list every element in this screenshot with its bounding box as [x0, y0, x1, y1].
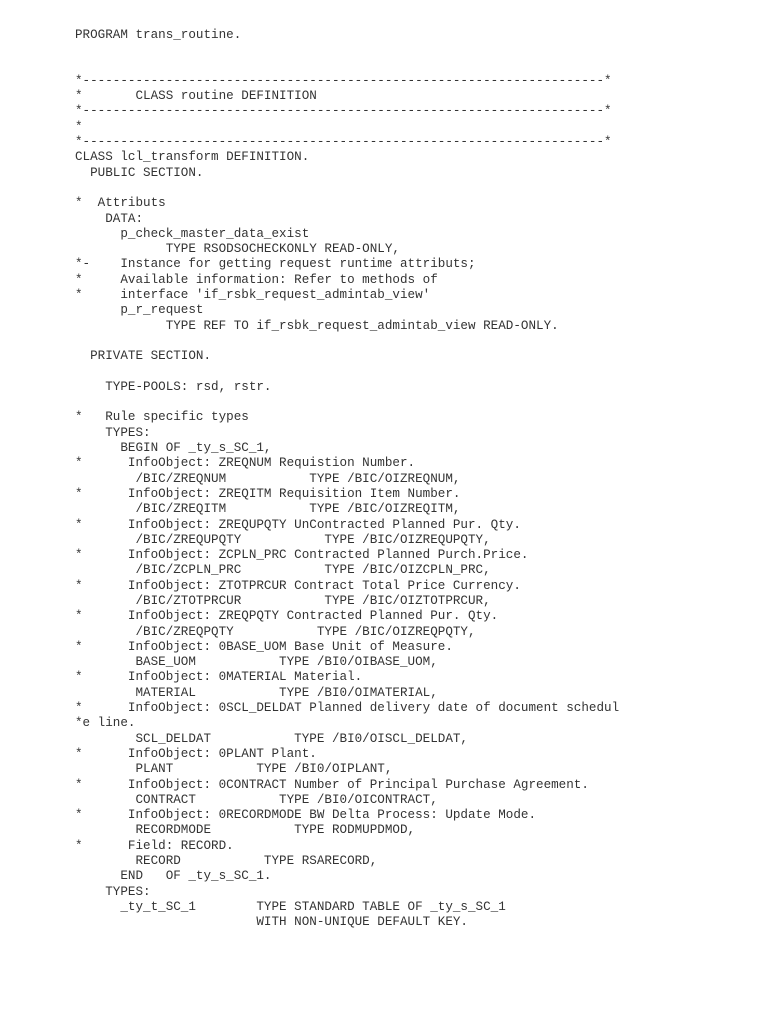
code-line: PRIVATE SECTION. — [75, 349, 212, 364]
code-line: /BIC/ZTOTPRCUR TYPE /BIC/OIZTOTPRCUR, — [75, 593, 491, 608]
code-line: /BIC/ZREQNUM TYPE /BIC/OIZREQNUM, — [75, 471, 461, 486]
code-line: * InfoObject: ZREQNUM Requistion Number. — [75, 456, 416, 471]
code-line: *e line. — [75, 716, 136, 731]
code-line — [75, 395, 755, 410]
code-line: SCL_DELDAT TYPE /BI0/OISCL_DELDAT, — [75, 731, 468, 746]
code-line: /BIC/ZREQUPQTY TYPE /BIC/OIZREQUPQTY, — [75, 532, 491, 547]
code-line: /BIC/ZREQITM TYPE /BIC/OIZREQITM, — [75, 502, 461, 517]
code-line: * InfoObject: ZREQPQTY Contracted Planned Pur. Qty. — [75, 609, 499, 624]
code-line: * InfoObject: 0RECORDMODE BW Delta Process: Update Mode. — [75, 808, 537, 823]
code-line: p_r_request — [75, 303, 204, 318]
code-line: * InfoObject: 0CONTRACT Number of Principal Purchase Agreement. — [75, 777, 589, 792]
code-line: * InfoObject: 0SCL_DELDAT Planned delivery date of document schedul — [75, 701, 620, 716]
code-line: * InfoObject: 0PLANT Plant. — [75, 746, 317, 761]
code-line: WITH NON-UNIQUE DEFAULT KEY. — [75, 915, 468, 930]
code-line: * CLASS routine DEFINITION — [75, 89, 317, 104]
code-line: /BIC/ZCPLN_PRC TYPE /BIC/OIZCPLN_PRC, — [75, 563, 491, 578]
code-line: MATERIAL TYPE /BI0/OIMATERIAL, — [75, 685, 438, 700]
code-line — [75, 365, 755, 380]
code-line: * InfoObject: ZREQITM Requisition Item Number. — [75, 486, 461, 501]
code-line: RECORD TYPE RSARECORD, — [75, 854, 378, 869]
code-line: p_check_master_data_exist — [75, 226, 310, 241]
code-line: END OF _ty_s_SC_1. — [75, 869, 272, 884]
code-line: DATA: — [75, 211, 144, 226]
code-line: * InfoObject: ZREQUPQTY UnContracted Planned Pur. Qty. — [75, 517, 521, 532]
code-line: * Rule specific types — [75, 410, 249, 425]
code-line: * InfoObject: 0BASE_UOM Base Unit of Measure. — [75, 639, 453, 654]
code-line — [75, 59, 755, 74]
code-line — [75, 43, 755, 58]
code-line: TYPES: — [75, 884, 151, 899]
code-line: PROGRAM trans_routine. — [75, 28, 242, 42]
code-listing — [75, 28, 755, 931]
code-line: * Attributs — [75, 196, 166, 211]
code-line: RECORDMODE TYPE RODMUPDMOD, — [75, 823, 416, 838]
code-line: TYPE REF TO if_rsbk_request_admintab_view READ-ONLY. — [75, 318, 559, 333]
code-line: *---------------------------------------------------------------------* — [75, 135, 612, 150]
code-line: * Available information: Refer to methods of — [75, 272, 438, 287]
code-line: *- Instance for getting request runtime attributs; — [75, 257, 476, 272]
code-line: CONTRACT TYPE /BI0/OICONTRACT, — [75, 792, 438, 807]
code-line: *---------------------------------------------------------------------* — [75, 104, 612, 119]
code-line — [75, 181, 755, 196]
code-line: TYPES: — [75, 425, 151, 440]
code-line — [75, 334, 755, 349]
code-line: TYPE-POOLS: rsd, rstr. — [75, 379, 272, 394]
code-line: * InfoObject: 0MATERIAL Material. — [75, 670, 363, 685]
code-line: *---------------------------------------------------------------------* — [75, 73, 612, 88]
code-line: BEGIN OF _ty_s_SC_1, — [75, 441, 272, 456]
code-line: _ty_t_SC_1 TYPE STANDARD TABLE OF _ty_s_SC_1 — [75, 899, 506, 914]
code-line: * InfoObject: ZTOTPRCUR Contract Total Price Currency. — [75, 578, 521, 593]
code-line: TYPE RSODSOCHECKONLY READ-ONLY, — [75, 242, 400, 257]
code-line: PUBLIC SECTION. — [75, 165, 204, 180]
code-line: * InfoObject: ZCPLN_PRC Contracted Planned Purch.Price. — [75, 548, 529, 563]
code-line: CLASS lcl_transform DEFINITION. — [75, 150, 310, 165]
code-line: PLANT TYPE /BI0/OIPLANT, — [75, 762, 393, 777]
code-line: * — [75, 119, 83, 134]
code-line: * Field: RECORD. — [75, 838, 234, 853]
code-line: BASE_UOM TYPE /BI0/OIBASE_UOM, — [75, 655, 438, 670]
code-line: /BIC/ZREQPQTY TYPE /BIC/OIZREQPQTY, — [75, 624, 476, 639]
code-line: * interface 'if_rsbk_request_admintab_view' — [75, 288, 431, 303]
